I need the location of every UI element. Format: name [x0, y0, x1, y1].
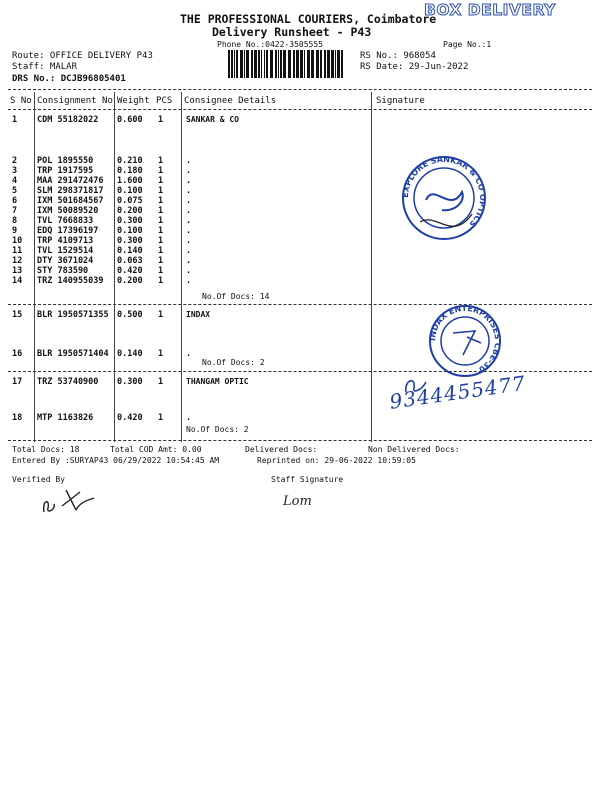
- row-weight: 0.500: [117, 310, 143, 320]
- row-consignment: SLM 298371817: [37, 186, 104, 196]
- box-delivery-stamp: BOX DELIVERY: [424, 1, 556, 19]
- row-weight: 0.063: [117, 256, 143, 266]
- row-consignment: BLR 1950571404: [37, 349, 109, 359]
- row-consignment: CDM 55182022: [37, 115, 99, 125]
- no-of-docs: No.Of Docs: 2: [202, 358, 265, 367]
- table-bottom-rule: [8, 440, 592, 441]
- signature-scribble: [400, 374, 430, 398]
- row-consignment: TVL 7668833: [37, 216, 94, 226]
- row-detail: .: [186, 246, 192, 256]
- row-weight: 0.300: [117, 377, 143, 387]
- row-weight: 0.420: [117, 266, 143, 276]
- col-consignee: Consignee Details: [184, 96, 277, 106]
- row-consignment: TRZ 140955039: [37, 276, 104, 286]
- svg-text:EXPLORE SANKAR & CO OPTICS: EXPLORE SANKAR & CO OPTICS: [400, 154, 488, 229]
- row-detail: .: [186, 256, 192, 266]
- row-detail: .: [186, 266, 192, 276]
- consignee-name: SANKAR & CO: [186, 115, 239, 124]
- phone-number: Phone No.:0422-3505555: [217, 40, 323, 49]
- row-consignment: TVL 1529514: [37, 246, 94, 256]
- row-sno: 6: [12, 196, 18, 206]
- row-detail: .: [186, 349, 192, 359]
- row-pcs: 1: [158, 377, 164, 387]
- row-weight: 0.075: [117, 196, 143, 206]
- row-pcs: 1: [158, 236, 164, 246]
- col-weight: Weight: [117, 96, 150, 106]
- row-sno: 17: [12, 377, 23, 387]
- verified-signature: [36, 480, 106, 520]
- row-consignment: STY 783590: [37, 266, 89, 276]
- rs-date: RS Date: 29-Jun-2022: [360, 62, 469, 72]
- row-sno: 8: [12, 216, 18, 226]
- handwritten-phone: 9344455477: [388, 370, 528, 414]
- row-pcs: 1: [158, 226, 164, 236]
- row-pcs: 1: [158, 196, 164, 206]
- row-pcs: 1: [158, 413, 164, 423]
- staff-signature: Lom: [283, 494, 312, 509]
- table-row: [0, 413, 600, 424]
- rs-number: RS No.: 968054: [360, 51, 436, 61]
- verified-by-label: Verified By: [12, 475, 65, 484]
- row-consignment: TRP 1917595: [37, 166, 94, 176]
- row-sno: 2: [12, 156, 18, 166]
- row-weight: 0.420: [117, 413, 143, 423]
- route: Route: OFFICE DELIVERY P43: [12, 51, 153, 61]
- row-sno: 14: [12, 276, 23, 286]
- row-weight: 0.100: [117, 186, 143, 196]
- row-detail: .: [186, 186, 192, 196]
- row-detail: .: [186, 176, 192, 186]
- row-sno: 13: [12, 266, 23, 276]
- row-pcs: 1: [158, 310, 164, 320]
- row-pcs: 1: [158, 166, 164, 176]
- row-detail: .: [186, 236, 192, 246]
- row-detail: .: [186, 226, 192, 236]
- row-consignment: EDQ 17396197: [37, 226, 99, 236]
- barcode: [228, 50, 346, 78]
- row-weight: 0.210: [117, 156, 143, 166]
- row-pcs: 1: [158, 156, 164, 166]
- row-sno: 15: [12, 310, 23, 320]
- row-weight: 1.600: [117, 176, 143, 186]
- table-row: [0, 310, 600, 321]
- row-consignment: MAA 291472476: [37, 176, 104, 186]
- row-pcs: 1: [158, 216, 164, 226]
- row-sno: 18: [12, 413, 23, 423]
- page-number: Page No.:1: [443, 40, 492, 49]
- row-sno: 16: [12, 349, 23, 359]
- row-pcs: 1: [158, 276, 164, 286]
- reprinted-on: Reprinted on: 29-06-2022 10:59:05: [257, 456, 416, 465]
- row-detail: .: [186, 196, 192, 206]
- row-sno: 10: [12, 236, 23, 246]
- drs-number: DRS No.: DCJB96805401: [12, 74, 126, 84]
- company-name: THE PROFESSIONAL COURIERS, Coimbatore: [180, 12, 437, 26]
- staff: Staff: MALAR: [12, 62, 78, 72]
- svg-text:INDAX ENTERPRISES CBE-30: INDAX ENTERPRISES CBE-30: [427, 303, 503, 375]
- row-pcs: 1: [158, 266, 164, 276]
- row-detail: .: [186, 156, 192, 166]
- row-pcs: 1: [158, 206, 164, 216]
- row-weight: 0.200: [117, 276, 143, 286]
- no-of-docs: No.Of Docs: 2: [186, 425, 249, 434]
- row-pcs: 1: [158, 349, 164, 359]
- row-sno: 3: [12, 166, 18, 176]
- row-weight: 0.300: [117, 216, 143, 226]
- row-consignment: TRZ 53740900: [37, 377, 99, 387]
- row-weight: 0.300: [117, 236, 143, 246]
- total-docs: Total Docs: 18: [12, 445, 80, 454]
- row-sno: 7: [12, 206, 18, 216]
- row-weight: 0.100: [117, 226, 143, 236]
- row-weight: 0.600: [117, 115, 143, 125]
- col-pcs: PCS: [156, 96, 173, 106]
- row-sno: 4: [12, 176, 18, 186]
- row-pcs: 1: [158, 246, 164, 256]
- row-pcs: 1: [158, 115, 164, 125]
- row-consignment: TRP 4109713: [37, 236, 94, 246]
- delivered-docs: Delivered Docs:: [245, 445, 318, 454]
- row-sno: 11: [12, 246, 23, 256]
- total-cod: Total COD Amt: 0.00: [110, 445, 202, 454]
- row-consignment: IXM 50089520: [37, 206, 99, 216]
- staff-signature-label: Staff Signature: [271, 475, 344, 484]
- row-pcs: 1: [158, 176, 164, 186]
- consignee-name: THANGAM OPTIC: [186, 377, 249, 386]
- row-weight: 0.140: [117, 349, 143, 359]
- row-sno: 9: [12, 226, 18, 236]
- row-detail: .: [186, 166, 192, 176]
- row-detail: .: [186, 413, 192, 423]
- indax-stamp: [423, 303, 507, 381]
- row-weight: 0.180: [117, 166, 143, 176]
- table-top-rule: [8, 89, 592, 90]
- row-sno: 1: [12, 115, 18, 125]
- row-weight: 0.200: [117, 206, 143, 216]
- row-pcs: 1: [158, 186, 164, 196]
- row-detail: .: [186, 216, 192, 226]
- row-detail: .: [186, 206, 192, 216]
- row-detail: .: [186, 276, 192, 286]
- table-row: [0, 276, 600, 287]
- consignee-name: INDAX: [186, 310, 211, 319]
- row-weight: 0.140: [117, 246, 143, 256]
- col-signature: Signature: [376, 96, 425, 106]
- table-row: [0, 349, 600, 360]
- row-sno: 5: [12, 186, 18, 196]
- row-pcs: 1: [158, 256, 164, 266]
- runsheet-title: Delivery Runsheet - P43: [212, 25, 372, 39]
- table-row: [0, 115, 600, 126]
- sankar-co-stamp: [392, 152, 496, 244]
- non-delivered-docs: Non Delivered Docs:: [368, 445, 460, 454]
- row-consignment: IXM 501684567: [37, 196, 104, 206]
- row-consignment: DTY 3671024: [37, 256, 94, 266]
- header-rule: [8, 109, 592, 110]
- row-consignment: POL 1895550: [37, 156, 94, 166]
- row-consignment: MTP 1163826: [37, 413, 94, 423]
- no-of-docs: No.Of Docs: 14: [202, 292, 270, 301]
- col-sno: S No: [10, 96, 32, 106]
- row-sno: 12: [12, 256, 23, 266]
- row-consignment: BLR 1950571355: [37, 310, 109, 320]
- entered-by: Entered By :SURYAP43 06/29/2022 10:54:45 AM: [12, 456, 220, 465]
- col-consignment: Consignment No: [37, 96, 113, 106]
